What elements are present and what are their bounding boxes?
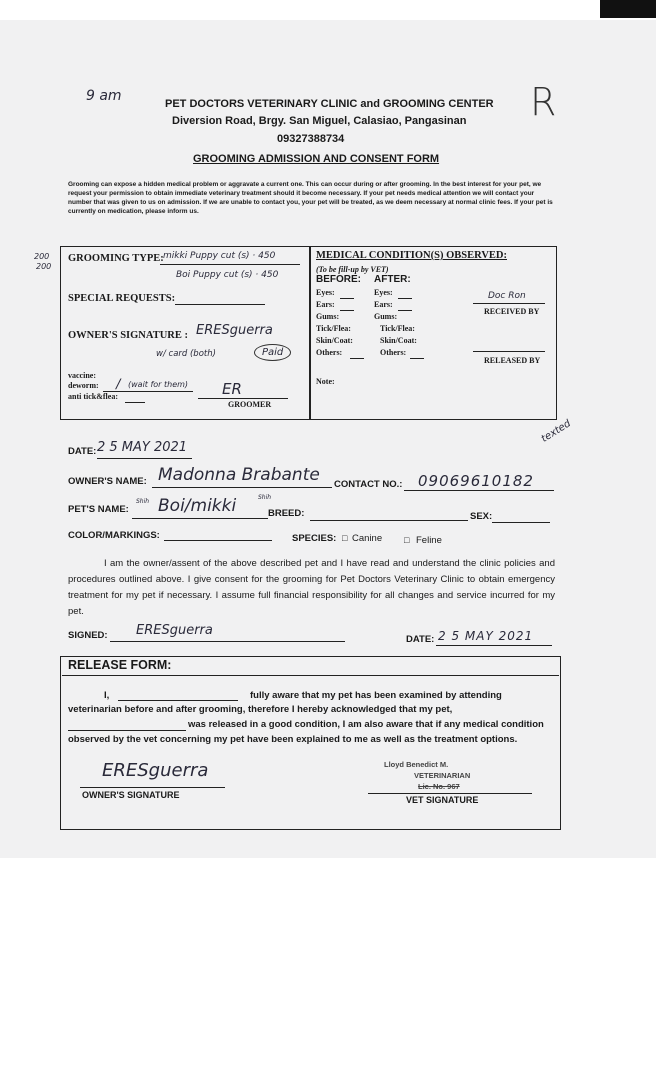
clinic-name: PET DOCTORS VETERINARY CLINIC and GROOMING CENTER <box>165 98 494 110</box>
owner-name-line <box>152 487 332 488</box>
antitick-line <box>125 402 145 403</box>
received-by-label: RECEIVED BY <box>484 307 540 316</box>
release-title-rule <box>62 675 559 676</box>
box-divider <box>309 246 311 420</box>
release-text-2: veterinarian before and after grooming, therefore I hereby acknowledged that my pet, <box>68 704 453 715</box>
species-label: SPECIES: <box>292 533 337 544</box>
others-before-line <box>350 358 364 359</box>
antitick-label: anti tick&flea: <box>68 392 118 401</box>
sex-line <box>492 522 550 523</box>
contact-value: 09069610182 <box>418 472 534 490</box>
ears-after-line <box>398 310 412 311</box>
page-top-margin <box>0 0 656 20</box>
received-by-line <box>473 303 545 304</box>
date-value: 2 5 MAY 2021 <box>97 440 188 455</box>
grooming-type-value-2: Boi Puppy cut (s) · 450 <box>176 270 279 280</box>
owner-name-value: Madonna Brabante <box>158 465 320 485</box>
owner-signature-label: OWNER'S SIGNATURE : <box>68 330 188 341</box>
breed-line <box>310 520 468 521</box>
after-others: Others: <box>380 348 407 357</box>
pet-name-extra-1: Shih <box>136 498 150 505</box>
intro-paragraph: Grooming can expose a hidden medical problem or aggravate a current one. This can occur during or after grooming. In the best interest for your pet, we request your permission to obtain immediate veterinary treatment should it become necessary. If your pet needs medical attention we will contact your number that was given to us on admission. If we are unable to contact you, your pet will be treated, as we deem necessary at normal clinic fees. If your pet is currently on medication, please inform us. <box>68 181 553 215</box>
after-tickflea: Tick/Flea: <box>380 324 415 333</box>
vaccine-label: vaccine: <box>68 371 96 380</box>
after-gums: Gums: <box>374 312 398 321</box>
eyes-after-line <box>398 298 412 299</box>
pet-name-line <box>132 518 268 519</box>
clinic-address: Diversion Road, Brgy. San Miguel, Calasiao, Pangasinan <box>172 115 467 127</box>
release-name-line <box>118 700 238 701</box>
pet-name-label: PET'S NAME: <box>68 504 129 515</box>
ears-before-line <box>340 310 354 311</box>
received-by-value: Doc Ron <box>488 291 526 301</box>
paid-note: Paid <box>254 344 291 361</box>
date-label: DATE: <box>68 446 97 457</box>
vet-signature-label: VET SIGNATURE <box>406 795 479 805</box>
medical-title: MEDICAL CONDITION(S) OBSERVED: <box>316 250 507 261</box>
released-by-label: RELEASED BY <box>484 356 541 365</box>
color-label: COLOR/MARKINGS: <box>68 530 160 541</box>
after-skincoat: Skin/Coat: <box>380 336 417 345</box>
release-owner-signature-value: ERESguerra <box>102 760 209 781</box>
margin-note-2: 200 <box>36 262 52 271</box>
eyes-before-line <box>340 298 354 299</box>
canine-label: Canine <box>352 533 383 544</box>
deworm-value: (wait for them) <box>128 380 189 389</box>
after-label: AFTER: <box>374 274 411 285</box>
signed-label: SIGNED: <box>68 630 108 641</box>
release-text-1: fully aware that my pet has been examined by attending <box>250 690 502 701</box>
margin-note-1: 200 <box>34 252 50 261</box>
deworm-label: deworm: <box>68 381 99 390</box>
vet-stamp-name: Lloyd Benedict M. <box>384 760 449 769</box>
breed-label: BREED: <box>268 508 305 519</box>
grooming-type-value-1: mikki Puppy cut (s) · 450 <box>163 251 276 261</box>
corner-mark: R <box>530 80 557 124</box>
grooming-type-label: GROOMING TYPE: <box>68 253 164 264</box>
date-line <box>97 458 192 459</box>
grooming-type-line <box>160 264 300 265</box>
before-tickflea: Tick/Flea: <box>316 324 351 333</box>
deworm-mark: ∕ <box>116 377 121 392</box>
date2-label: DATE: <box>406 634 435 645</box>
release-owner-signature-line <box>80 787 225 788</box>
after-eyes: Eyes: <box>374 288 393 297</box>
contact-label: CONTACT NO.: <box>334 479 403 490</box>
note-label: Note: <box>316 377 335 386</box>
date2-value: 2 5 MAY 2021 <box>438 629 534 643</box>
feline-label: Feline <box>416 535 442 546</box>
release-title: RELEASE FORM: <box>68 658 172 672</box>
consent-paragraph: I am the owner/assent of the above described pet and I have read and understand the clinic policies and procedures outlined above. I give consent for the grooming for Pet Doctors Veterinary Clinic to obtain emergency treatment for my pet if necessary. I assume full financial responsibility for all changes and service incurred for my pet. <box>68 558 555 617</box>
release-text-4: observed by the vet concerning my pet have been explained to me as well as the treatment options. <box>68 734 518 745</box>
others-after-line <box>410 358 424 359</box>
vet-signature-line <box>368 793 532 794</box>
before-eyes: Eyes: <box>316 288 335 297</box>
groomer-label: GROOMER <box>228 400 272 409</box>
released-by-line <box>473 351 545 352</box>
release-pet-line <box>68 730 186 731</box>
special-requests-label: SPECIAL REQUESTS: <box>68 293 176 304</box>
contact-line <box>404 490 554 491</box>
before-skincoat: Skin/Coat: <box>316 336 353 345</box>
release-owner-signature-label: OWNER'S SIGNATURE <box>82 790 180 800</box>
before-label: BEFORE: <box>316 274 361 285</box>
texted-note: texted <box>539 418 573 445</box>
scan-dark-corner <box>600 0 656 18</box>
vet-stamp-license: Lic. No. 967 <box>418 782 460 791</box>
form-title: GROOMING ADMISSION AND CONSENT FORM <box>193 153 440 165</box>
owner-name-label: OWNER'S NAME: <box>68 476 147 487</box>
canine-checkbox[interactable]: □ <box>342 533 348 543</box>
pet-name-extra-2: Shih <box>258 494 272 501</box>
vet-stamp-title: VETERINARIAN <box>414 771 471 780</box>
card-note: w/ card (both) <box>156 349 216 359</box>
after-ears: Ears: <box>374 300 393 309</box>
before-ears: Ears: <box>316 300 335 309</box>
release-i: I, <box>104 690 110 701</box>
scanned-form-sheet <box>0 20 656 858</box>
medical-subtitle: (To be fill-up by VET) <box>316 265 389 274</box>
date2-line <box>436 645 552 646</box>
before-gums: Gums: <box>316 312 340 321</box>
feline-checkbox[interactable]: □ <box>404 535 410 545</box>
groomer-line <box>198 398 288 399</box>
groomer-initials: ER <box>222 380 242 398</box>
pet-name-value: Boi/mikki <box>158 496 237 516</box>
time-note: 9 am <box>86 88 122 104</box>
release-text-3: was released in a good condition, I am also aware that if any medical condition <box>188 719 544 730</box>
clinic-phone: 09327388734 <box>277 133 345 145</box>
owner-signature-value: ERESguerra <box>196 323 273 338</box>
special-requests-line <box>175 304 265 305</box>
signed-value: ERESguerra <box>136 623 213 638</box>
before-others: Others: <box>316 348 343 357</box>
sex-label: SEX: <box>470 511 493 522</box>
signed-line <box>110 641 345 642</box>
color-line <box>164 540 272 541</box>
